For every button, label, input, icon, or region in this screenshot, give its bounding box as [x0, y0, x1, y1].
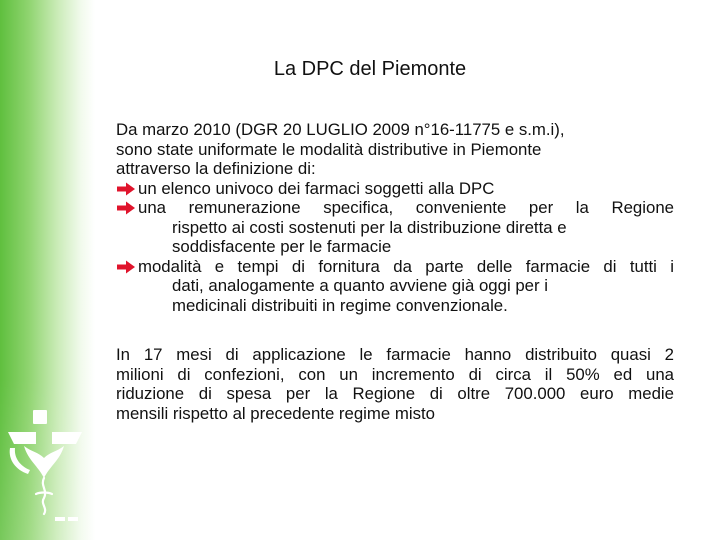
outro-line: milioni di confezioni, con un incremento di circa il 50% ed una — [116, 364, 674, 384]
spacer — [116, 315, 674, 345]
outro-line: mensili rispetto al precedente regime misto — [116, 403, 435, 423]
bullet-continuation: dati, analogamente a quanto avviene già oggi per i — [172, 276, 548, 295]
arrow-right-icon — [116, 201, 136, 215]
bullet-continuation: rispetto ai costi sostenuti per la distribuzione diretta e — [172, 217, 567, 237]
footer-mark — [55, 516, 85, 522]
slide-body — [116, 120, 674, 423]
intro-line: attraverso la definizione di: — [116, 159, 316, 178]
intro-paragraph — [116, 120, 674, 179]
slide-title: La DPC del Piemonte — [273, 58, 467, 80]
bullet-list — [116, 179, 674, 316]
bullet-item — [116, 257, 674, 316]
pharmacy-logo-icon — [6, 408, 84, 518]
bullet-text: una remunerazione specifica, conveniente per la Regione — [138, 198, 674, 217]
bullet-continuation: medicinali distribuiti in regime convenzionale. — [172, 295, 508, 315]
intro-line: sono state uniformate le modalità distributive in Piemonte — [116, 139, 542, 159]
bullet-item — [116, 198, 674, 257]
bullet-text: modalità e tempi di fornitura da parte delle farmacie di tutti i — [138, 256, 674, 276]
bullet-continuation: soddisfacente per le farmacie — [172, 237, 392, 256]
outro-line: riduzione di spesa per la Regione di oltre 700.000 euro medie — [116, 384, 674, 403]
bullet-text: un elenco univoco dei farmaci soggetti alla DPC — [138, 178, 495, 198]
arrow-right-icon — [116, 182, 136, 196]
intro-line: Da marzo 2010 (DGR 20 LUGLIO 2009 n°16-11775 e s.m.i), — [116, 120, 565, 139]
outro-line: In 17 mesi di applicazione le farmacie hanno distribuito quasi 2 — [116, 345, 674, 364]
arrow-right-icon — [116, 260, 136, 274]
bullet-item — [116, 179, 674, 199]
outro-paragraph — [116, 345, 674, 423]
